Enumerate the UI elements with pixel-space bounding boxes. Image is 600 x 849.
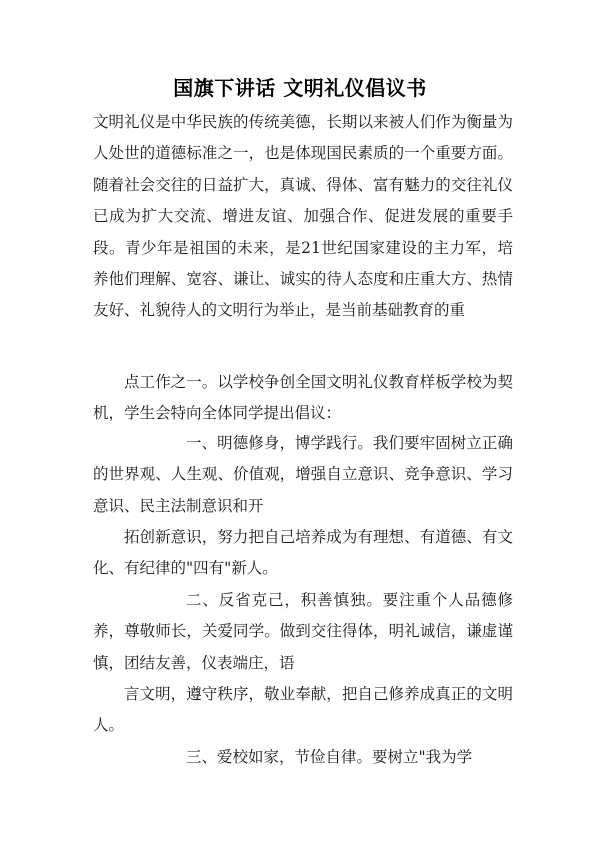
paragraph-initiative: 点工作之一。以学校争创全国文明礼仪教育样板学校为契机，学生会特向全体同学提出倡议： — [93, 373, 513, 423]
paragraph-point-one: 一、明德修身，博学践行。我们要牢固树立正确的世界观、人生观、价值观，增强自立意识、竞争意识、学习意识、民主法制意识和开 — [93, 434, 513, 515]
paragraph-point-two-cont: 言文明，遵守秩序，敬业奉献，把自己修养成真正的文明人。 — [93, 685, 513, 735]
document-title: 国旗下讲话 文明礼仪倡议书 — [173, 76, 427, 100]
paragraph-point-one-cont: 拓创新意识，努力把自己培养成为有理想、有道德、有文化、有纪律的"四有"新人。 — [93, 528, 513, 578]
paragraph-intro: 文明礼仪是中华民族的传统美德，长期以来被人们作为衡量为人处世的道德标准之一，也是体现国民素质的一个重要方面。随着社会交往的日益扩大，真诚、得体、富有魅力的交往礼仪已成为扩大交流、增进友谊、加强合作、促进发展的重要手段。青少年是祖国的未来，是21世纪国家建设的主力军，培养他们理解、宽容、谦让、诚实的待人态度和庄重大方、热情友好、礼貌待人的文明行为举止，是当前基础教育的重 — [93, 113, 513, 320]
paragraph-point-three: 三、爱校如家，节俭自律。要树立"我为学 — [186, 748, 473, 766]
paragraph-point-two: 二、反省克己，积善慎独。要注重个人品德修养，尊敬师长，关爱同学。做到交往得体，明礼诚信，谦虚谨慎，团结友善，仪表端庄，语 — [93, 591, 513, 672]
